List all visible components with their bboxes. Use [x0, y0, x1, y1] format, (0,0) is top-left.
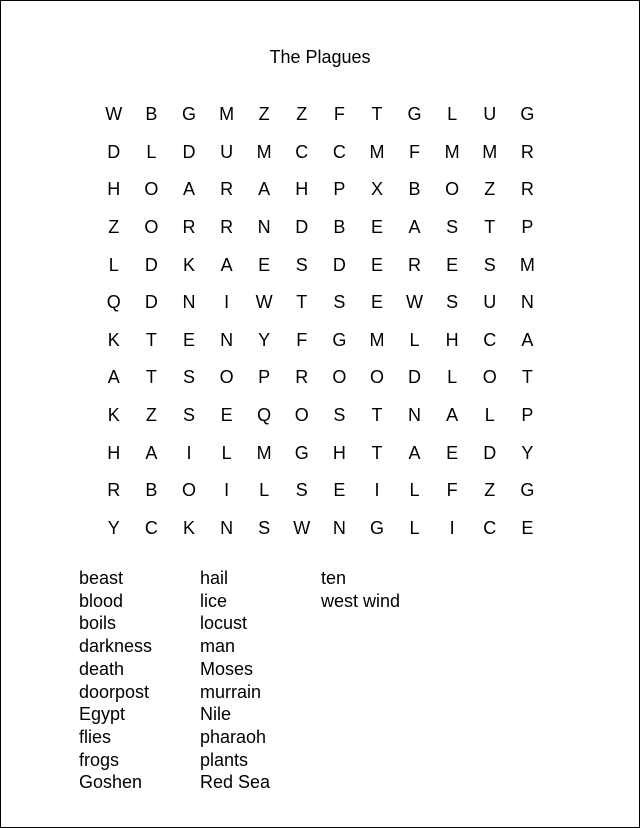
- grid-letter: W: [105, 104, 123, 125]
- word-list-item: man: [200, 636, 236, 657]
- grid-letter: D: [144, 292, 158, 313]
- grid-letter: S: [182, 405, 195, 426]
- grid-letter: R: [520, 179, 534, 200]
- grid-letter: L: [108, 254, 119, 275]
- grid-letter: W: [255, 292, 273, 313]
- grid-letter: T: [145, 367, 157, 388]
- grid-letter: I: [449, 517, 455, 538]
- grid-letter: E: [446, 442, 459, 463]
- word-list-item: darkness: [79, 636, 153, 657]
- grid-letter: O: [332, 367, 347, 388]
- letter-grid: [95, 96, 546, 547]
- grid-letter: T: [371, 405, 383, 426]
- grid-letter: L: [409, 480, 420, 501]
- grid-letter: W: [406, 292, 424, 313]
- grid-letter: S: [295, 480, 308, 501]
- grid-letter: Z: [484, 480, 496, 501]
- grid-letter: B: [145, 104, 158, 125]
- grid-letter: B: [333, 217, 346, 238]
- word-list-item: Nile: [200, 704, 232, 725]
- grid-letter: N: [257, 217, 271, 238]
- word-list-item: lice: [200, 590, 228, 611]
- grid-letter: R: [220, 179, 234, 200]
- grid-letter: C: [144, 517, 158, 538]
- grid-letter: N: [332, 517, 346, 538]
- grid-letter: T: [371, 442, 383, 463]
- grid-letter: G: [407, 104, 422, 125]
- grid-letter: A: [408, 217, 421, 238]
- grid-letter: M: [256, 141, 272, 162]
- grid-letter: I: [186, 442, 192, 463]
- grid-letter: D: [182, 141, 196, 162]
- word-list-item: plants: [200, 749, 249, 770]
- grid-letter: E: [182, 329, 195, 350]
- grid-letter: L: [409, 329, 420, 350]
- word-list-item: flies: [79, 726, 112, 747]
- grid-letter: Z: [484, 179, 496, 200]
- word-list-item: boils: [79, 613, 117, 634]
- grid-letter: M: [219, 104, 235, 125]
- grid-letter: M: [369, 141, 385, 162]
- grid-letter: C: [295, 141, 309, 162]
- grid-letter: N: [220, 517, 234, 538]
- grid-letter: T: [145, 329, 157, 350]
- grid-letter: E: [370, 254, 383, 275]
- grid-letter: N: [520, 292, 534, 313]
- grid-letter: L: [221, 442, 232, 463]
- grid-letter: E: [446, 254, 459, 275]
- word-list-item: doorpost: [79, 681, 150, 702]
- grid-letter: P: [258, 367, 271, 388]
- grid-letter: L: [259, 480, 270, 501]
- grid-letter: A: [145, 442, 158, 463]
- grid-letter: S: [483, 254, 496, 275]
- grid-letter: S: [446, 217, 459, 238]
- grid-letter: G: [520, 104, 535, 125]
- grid-letter: N: [182, 292, 196, 313]
- grid-letter: C: [332, 141, 346, 162]
- grid-letter: D: [332, 254, 346, 275]
- grid-letter: O: [144, 217, 159, 238]
- grid-letter: G: [369, 517, 384, 538]
- grid-letter: O: [144, 179, 159, 200]
- grid-letter: R: [295, 367, 309, 388]
- grid-letter: T: [484, 217, 496, 238]
- grid-letter: A: [446, 405, 459, 426]
- grid-letter: A: [220, 254, 233, 275]
- grid-letter: Q: [257, 405, 272, 426]
- grid-letter: H: [107, 179, 121, 200]
- word-column: [321, 567, 442, 794]
- grid-letter: K: [107, 329, 120, 350]
- grid-letter: D: [295, 217, 309, 238]
- grid-letter: A: [107, 367, 120, 388]
- grid-letter: S: [182, 367, 195, 388]
- grid-letter: Z: [145, 405, 157, 426]
- grid-letter: O: [445, 179, 460, 200]
- grid-letter: C: [483, 517, 497, 538]
- grid-letter: D: [107, 141, 121, 162]
- grid-letter: N: [220, 329, 234, 350]
- grid-letter: E: [370, 292, 383, 313]
- grid-letter: C: [483, 329, 497, 350]
- grid-letter: M: [444, 141, 460, 162]
- grid-letter: H: [295, 179, 309, 200]
- grid-letter: O: [294, 405, 309, 426]
- grid-letter: A: [258, 179, 271, 200]
- grid-letter: K: [107, 405, 120, 426]
- grid-letter: D: [483, 442, 497, 463]
- grid-letter: E: [220, 405, 233, 426]
- page-title: The Plagues: [269, 47, 371, 67]
- grid-letter: O: [482, 367, 497, 388]
- word-list-item: Goshen: [79, 772, 143, 793]
- grid-letter: H: [107, 442, 121, 463]
- grid-letter: M: [256, 442, 272, 463]
- grid-letter: Z: [258, 104, 270, 125]
- grid-letter: I: [224, 480, 230, 501]
- grid-letter: S: [258, 517, 271, 538]
- grid-letter: H: [332, 442, 346, 463]
- grid-letter: O: [181, 480, 196, 501]
- word-list-item: west wind: [321, 590, 401, 611]
- grid-letter: T: [371, 104, 383, 125]
- grid-letter: X: [370, 179, 383, 200]
- word-list-item: pharaoh: [200, 726, 267, 747]
- grid-letter: L: [484, 405, 495, 426]
- grid-letter: M: [369, 329, 385, 350]
- grid-letter: B: [408, 179, 421, 200]
- grid-letter: O: [219, 367, 234, 388]
- grid-letter: Z: [108, 217, 120, 238]
- grid-letter: S: [446, 292, 459, 313]
- word-list-item: death: [79, 658, 125, 679]
- grid-letter: U: [220, 141, 234, 162]
- grid-letter: E: [521, 517, 534, 538]
- grid-letter: L: [409, 517, 420, 538]
- grid-letter: L: [447, 367, 458, 388]
- word-list-item: Red Sea: [200, 772, 271, 793]
- word-list-item: frogs: [79, 749, 120, 770]
- grid-letter: R: [107, 480, 121, 501]
- word-list-item: ten: [321, 568, 347, 588]
- grid-letter: S: [295, 254, 308, 275]
- grid-letter: G: [181, 104, 196, 125]
- grid-letter: B: [145, 480, 158, 501]
- word-list-item: Egypt: [79, 704, 126, 725]
- word-list-item: Moses: [200, 658, 254, 679]
- grid-letter: P: [521, 217, 534, 238]
- word-list: [79, 567, 442, 794]
- grid-letter: I: [224, 292, 230, 313]
- grid-letter: F: [446, 480, 458, 501]
- grid-letter: F: [296, 329, 308, 350]
- grid-letter: F: [333, 104, 345, 125]
- grid-letter: N: [408, 405, 422, 426]
- grid-letter: Y: [258, 329, 271, 350]
- word-list-item: hail: [200, 568, 229, 588]
- grid-letter: H: [445, 329, 459, 350]
- grid-letter: F: [409, 141, 421, 162]
- word-column: [200, 567, 321, 794]
- grid-letter: A: [182, 179, 195, 200]
- grid-letter: K: [182, 254, 195, 275]
- grid-letter: P: [521, 405, 534, 426]
- grid-letter: A: [521, 329, 534, 350]
- word-list-item: blood: [79, 590, 124, 611]
- grid-letter: O: [369, 367, 384, 388]
- grid-letter: R: [182, 217, 196, 238]
- grid-letter: S: [333, 405, 346, 426]
- grid-letter: D: [408, 367, 422, 388]
- grid-letter: E: [333, 480, 346, 501]
- grid-letter: T: [521, 367, 533, 388]
- grid-letter: U: [483, 104, 497, 125]
- word-list-item: murrain: [200, 681, 262, 702]
- word-list-item: locust: [200, 613, 248, 634]
- grid-letter: Y: [521, 442, 534, 463]
- grid-letter: U: [483, 292, 497, 313]
- grid-letter: M: [519, 254, 535, 275]
- grid-letter: I: [374, 480, 380, 501]
- grid-letter: E: [370, 217, 383, 238]
- grid-letter: Y: [107, 517, 120, 538]
- grid-letter: M: [482, 141, 498, 162]
- grid-letter: G: [294, 442, 309, 463]
- grid-letter: P: [333, 179, 346, 200]
- grid-letter: S: [333, 292, 346, 313]
- grid-letter: L: [447, 104, 458, 125]
- grid-letter: R: [220, 217, 234, 238]
- grid-letter: E: [258, 254, 271, 275]
- grid-letter: G: [520, 480, 535, 501]
- grid-letter: W: [293, 517, 311, 538]
- grid-letter: Q: [106, 292, 121, 313]
- grid-letter: D: [144, 254, 158, 275]
- word-column: [79, 567, 200, 794]
- grid-letter: G: [332, 329, 347, 350]
- grid-letter: K: [182, 517, 195, 538]
- grid-letter: Z: [296, 104, 308, 125]
- grid-letter: R: [408, 254, 422, 275]
- grid-letter: T: [296, 292, 308, 313]
- grid-letter: A: [408, 442, 421, 463]
- word-list-item: beast: [79, 568, 124, 588]
- grid-letter: R: [520, 141, 534, 162]
- grid-letter: L: [146, 141, 157, 162]
